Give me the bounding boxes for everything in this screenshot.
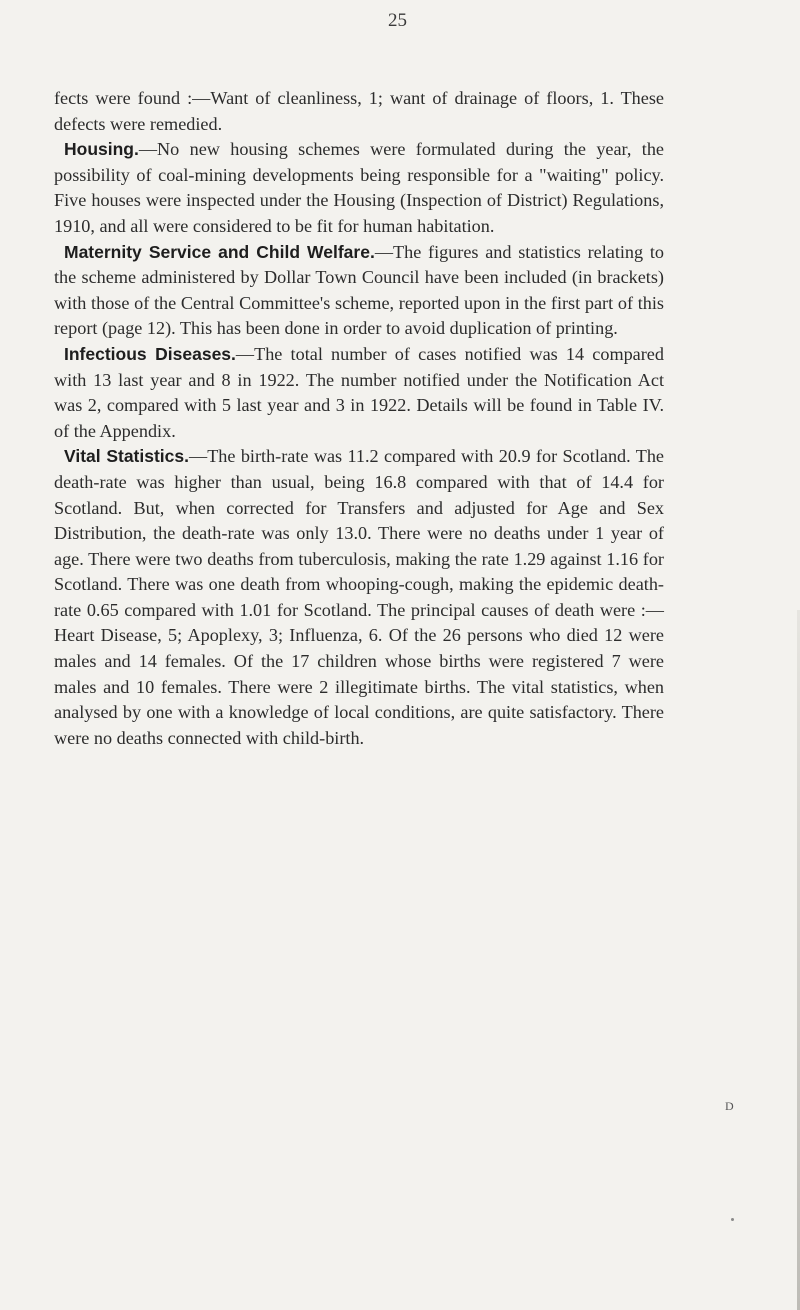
paragraph-sanitary-defects: [54, 86, 664, 137]
housing-heading: Housing.: [64, 139, 139, 160]
housing-text: —No new housing schemes were formulated during the year, the possibility of coal-mining developments being responsible for a "waiting" policy. Five houses were inspected under the Housing (Inspection of District) Regulations, 1910, and all were considered to be fit for human habitation.: [54, 139, 664, 236]
vital-statistics-text: —The birth-rate was 11.2 compared with 20.9 for Scotland. The death-rate was higher than usual, being 16.8 compared with that of 14.4 for Scotland. But, when corrected for Transfers and adjusted for Age and Sex Distribution, the death-rate was only 13.0. There were no deaths under 1 year of age. There were two deaths from tuberculosis, making the rate 1.29 against 1.16 for Scotland. There was one death from whooping-cough, making the epidemic death-rate 0.65 compared with 1.01 for Scotland. The principal causes of death were :—Heart Disease, 5; Apoplexy, 3; Influenza, 6. Of the 26 persons who died 12 were males and 14 females. Of the 17 children whose births were registered 7 were males and 10 females. There were 2 illegitimate births. The vital statistics, when analysed by one with a knowledge of local conditions, are quite satisfactory. There were no deaths connected with child-birth.: [54, 446, 664, 748]
print-speck: [731, 1218, 734, 1221]
report-body: [54, 86, 664, 751]
paragraph-maternity: [54, 240, 664, 342]
paragraph-text: fects were found :—Want of cleanliness, 1; want of drainage of floors, 1. These defects were remedied.: [54, 88, 664, 134]
signature-mark: D: [725, 1099, 734, 1113]
maternity-text: —The figures and statistics relating to the scheme administered by Dollar Town Council have been included (in brackets) with those of the Central Committee's scheme, reported upon in the first part of this report (page 12). This has been done in order to avoid duplication of printing.: [54, 241, 664, 339]
paragraph-vital-statistics: [54, 444, 664, 751]
page-number: 25: [388, 10, 407, 31]
vital-statistics-heading: Vital Statistics.: [64, 446, 189, 467]
infectious-diseases-heading: Infectious Diseases.: [64, 343, 236, 364]
paragraph-infectious-diseases: [54, 342, 664, 444]
infectious-diseases-text: —The total number of cases notified was 14 compared with 13 last year and 8 in 1922. The number notified under the Notification Act was 2, compared with 5 last year and 3 in 1922. Details will be found in Table IV. of the Appendix.: [54, 343, 664, 441]
paragraph-housing: [54, 137, 664, 239]
maternity-heading: Maternity Service and Child Welfare.: [64, 241, 375, 262]
